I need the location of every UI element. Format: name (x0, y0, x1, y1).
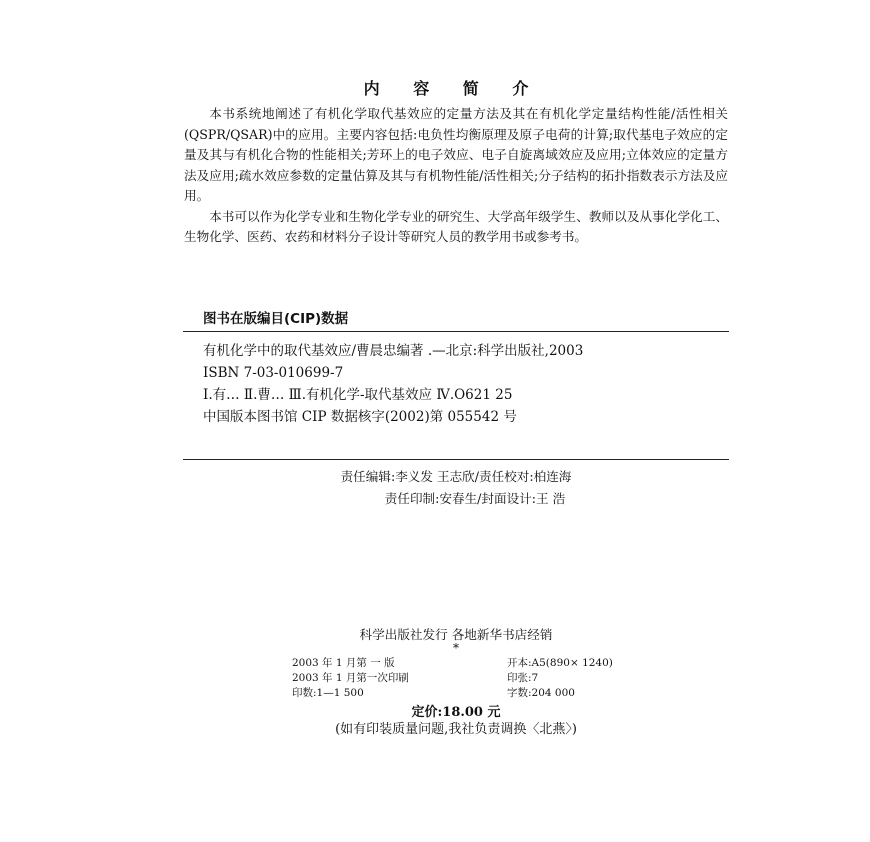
print-info (292, 656, 632, 701)
print-info-row (292, 686, 632, 701)
separator-star: * (453, 641, 459, 655)
cip-isbn: ISBN 7-03-010699-7 (203, 365, 344, 381)
abstract-paragraph-2: 本书可以作为化学专业和生物化学专业的研究生、大学高年级学生、教师以及从事化学化工、生物化学、医药、农药和材料分子设计等研究人员的教学用书或参考书。 (184, 208, 728, 244)
cip-subjects: Ⅰ.有… Ⅱ.曹… Ⅲ.有机化学-取代基效应 Ⅳ.O621 25 (203, 387, 513, 403)
sheets: 印张:7 (507, 672, 539, 684)
credits (183, 466, 729, 510)
price: 定价:18.00 元 (411, 705, 501, 720)
cip-record: 中国版本图书馆 CIP 数据核字(2002)第 055542 号 (203, 409, 517, 425)
credits-production: 责任印制:安春生/封面设计:王 浩 (384, 491, 566, 506)
quality-note: (如有印装质量问题,我社负责调换〈北燕〉) (335, 722, 577, 737)
edition: 2003 年 1 月第 一 版 (292, 657, 395, 669)
cip-block (186, 340, 731, 428)
cip-heading: 图书在版编目(CIP)数据 (203, 311, 349, 327)
publisher-distribution: 科学出版社发行 各地新华书店经销 (359, 627, 553, 642)
abstract (184, 104, 728, 248)
format: 开本:A5(890× 1240) (507, 657, 613, 669)
credits-editors: 责任编辑:李义发 王志欣/责任校对:柏连海 (340, 469, 572, 484)
printing: 2003 年 1 月第一次印刷 (292, 672, 409, 684)
cip-bottom-rule (183, 459, 729, 460)
print-info-row (292, 671, 632, 686)
cip-top-rule (183, 331, 729, 332)
word-count: 字数:204 000 (507, 687, 575, 699)
cip-entry: 有机化学中的取代基效应/曹晨忠编著 .—北京:科学出版社,2003 (203, 343, 584, 359)
print-run: 印数:1—1 500 (292, 687, 364, 699)
abstract-paragraph-1: 本书系统地阐述了有机化学取代基效应的定量方法及其在有机化学定量结构性能/活性相关(QSPR/QSAR)中的应用。主要内容包括:电负性均衡原理及原子电荷的计算;取代基电子效应的定量及其与有机化合物的性能相关;芳环上的电子效应、电子自旋离域效应及应用;立体效应的定量方法及应用;疏水效应参数的定量估算及其与有机物性能/活性相关;分子结构的拓扑指数表示方法及应用。 (184, 106, 728, 203)
print-info-row (292, 656, 632, 671)
page-title: 内 容 简 介 (363, 79, 543, 98)
